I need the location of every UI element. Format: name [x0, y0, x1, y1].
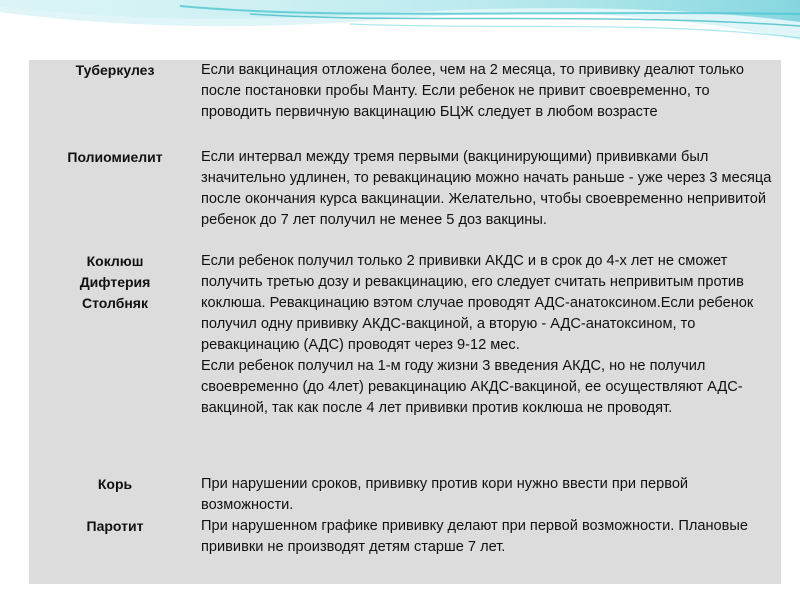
description-cell — [201, 251, 781, 474]
description-text: При нарушении сроков, прививку против кори нужно ввести при первой возможности. — [201, 476, 689, 513]
table-row — [29, 60, 781, 147]
description-cell — [201, 60, 781, 147]
disease-cell — [29, 516, 201, 584]
table-row — [29, 474, 781, 516]
disease-cell — [29, 147, 201, 251]
disease-name: Дифтерия — [79, 274, 151, 290]
description-cell — [201, 474, 781, 516]
disease-name: Туберкулез — [75, 62, 155, 78]
description-cell — [201, 516, 781, 584]
description-text: Если вакцинация отложена более, чем на 2 месяца, то прививку деалют только после постановки пробы Манту. Если ребенок не привит своевременно, то проводить первичную вакцинацию БЦЖ следует в любом возрасте — [201, 62, 745, 120]
vaccination-table — [29, 60, 781, 584]
disease-cell — [29, 251, 201, 474]
disease-name: Паротит — [86, 518, 144, 534]
table-row — [29, 516, 781, 584]
description-text: Если интервал между тремя первыми (вакцинирующими) прививками был значительно удлинен, то ревакцинацию можно начать раньше - уже через 3 месяца после окончания курса вакцинации. Желательно, чтобы своевременно непривитой ребенок до 7 лет получил не менее 5 доз вакцины. — [201, 149, 772, 228]
description-text: При нарушенном графике прививку делают при первой возможности. Плановые прививки не производят детям старше 7 лет. — [201, 518, 749, 555]
description-text: Если ребенок получил на 1-м году жизни 3 введения АКДС, но не получил своевременно (до 4лет) ревакцинацию АКДС-вакциной, ее осуществляют АДС-вакциной, так как после 4 лет прививки против коклюша не проводят. — [201, 358, 743, 416]
disease-cell — [29, 474, 201, 516]
description-cell — [201, 147, 781, 251]
disease-name: Корь — [97, 476, 133, 492]
table-row — [29, 147, 781, 251]
disease-name: Коклюш — [86, 253, 144, 269]
table-row — [29, 251, 781, 474]
disease-name: Столбняк — [82, 295, 148, 311]
disease-cell — [29, 60, 201, 147]
description-text: Если ребенок получил только 2 прививки АКДС и в срок до 4-х лет не сможет получить третью дозу и ревакцинацию, его следует считать непривитым против коклюша. Ревакцинацию вэтом случае проводят АДС-анатоксином.Если ребенок получил одну прививку АКДС-вакциной, а вторую - АДС-анатоксином, то ревакцинацию (АДС) проводят через 9-12 мес. — [201, 253, 754, 353]
disease-name: Полиомиелит — [67, 149, 163, 165]
